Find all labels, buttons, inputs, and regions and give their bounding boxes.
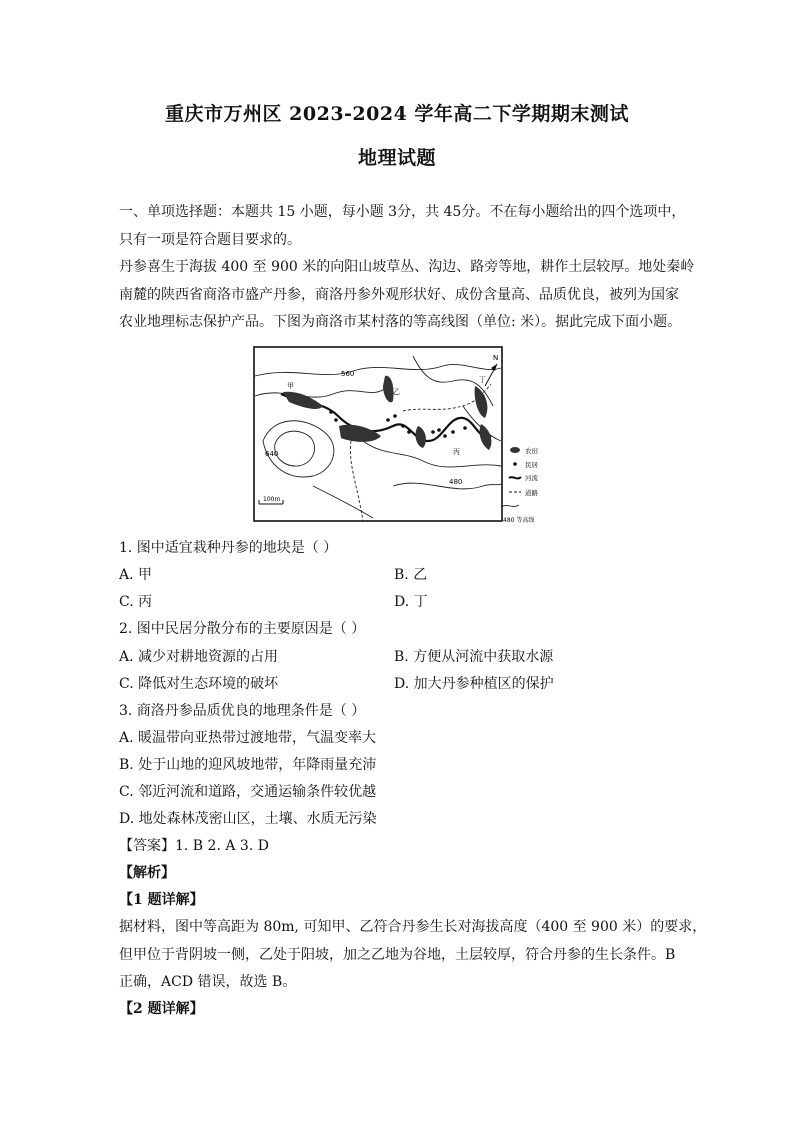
question-2-stem: 2. 图中民居分散分布的主要原因是（ ） <box>119 621 366 637</box>
question-3-option-d: D. 地处森林茂密山区，土壤、水质无污染 <box>119 811 377 827</box>
page-title: 重庆市万州区 2023-2024 学年高二下学期期末测试 <box>165 103 629 125</box>
place-label-yi: 乙 <box>393 388 400 396</box>
question-1-option-d: D. 丁 <box>394 594 428 610</box>
text-line: 但甲位于背阴坡一侧，乙处于阳坡，加之乙地为谷地，土层较厚，符合丹参的生长条件。B <box>119 946 676 963</box>
contour-map <box>253 346 553 526</box>
question-1-option-c: C. 丙 <box>119 594 153 610</box>
map-legend <box>501 446 539 524</box>
contour-label: 640 <box>265 450 279 458</box>
detail-1-text <box>119 914 707 997</box>
section-intro <box>119 199 686 254</box>
text-line: 一、单项选择题：本题共 15 小题，每小题 3分，共 45分。不在每小题给出的四个选项中， <box>119 204 686 220</box>
svg-text:100m: 100m <box>263 496 281 503</box>
question-2-option-b: B. 方便从河流中获取水源 <box>394 649 554 665</box>
question-2-option-a: A. 减少对耕地资源的占用 <box>119 649 279 665</box>
contour-label: 480 <box>449 478 463 486</box>
scale-bar <box>259 496 283 504</box>
text-line: 南麓的陕西省商洛市盛产丹参，商洛丹参外观形状好、成份含量高、品质优良，被列为国家 <box>119 286 679 303</box>
place-label-ding: 丁 <box>479 376 486 384</box>
contour-label: 560 <box>341 370 355 378</box>
svg-text:480 等高线: 480 等高线 <box>503 517 535 524</box>
place-label-bing: 丙 <box>453 448 460 456</box>
analysis-heading: 【解析】 <box>119 865 175 881</box>
question-3-option-b: B. 处于山地的迎风坡地带，年降雨量充沛 <box>119 757 377 773</box>
svg-text:河流: 河流 <box>525 474 538 482</box>
svg-text:道路: 道路 <box>525 489 538 497</box>
page-subtitle: 地理试题 <box>357 147 436 169</box>
passage <box>119 254 695 337</box>
question-3-option-c: C. 邻近河流和道路，交通运输条件较优越 <box>119 784 377 800</box>
question-2-option-d: D. 加大丹参种植区的保护 <box>394 676 554 692</box>
place-label-jia: 甲 <box>287 382 294 390</box>
detail-2-heading: 【2 题详解】 <box>119 1001 204 1017</box>
question-1-option-b: B. 乙 <box>394 567 428 583</box>
question-2-option-c: C. 降低对生态环境的破坏 <box>119 676 279 692</box>
text-line: 据材料，图中等高距为 80m, 可知甲、乙符合丹参生长对海拔高度（400 至 900 米）的要求， <box>119 919 707 935</box>
text-line: 农业地理标志保护产品。下图为商洛市某村落的等高线图（单位: 米）。据此完成下面小题。 <box>119 314 682 330</box>
text-line: 丹参喜生于海拔 400 至 900 米的向阳山坡草丛、沟边、路旁等地，耕作土层较厚。地处秦岭 <box>119 259 695 275</box>
question-1-stem: 1. 图中适宜栽种丹参的地块是（ ） <box>119 540 338 556</box>
question-3-option-a: A. 暖温带向亚热带过渡地带，气温变率大 <box>119 730 377 746</box>
answer-line: 【答案】1. B 2. A 3. D <box>119 838 269 854</box>
question-3-stem: 3. 商洛丹参品质优良的地理条件是（ ） <box>119 703 366 719</box>
text-line: 只有一项是符合题目要求的。 <box>119 231 301 248</box>
svg-text:民居: 民居 <box>525 461 538 469</box>
detail-1-heading: 【1 题详解】 <box>119 892 204 908</box>
svg-text:农田: 农田 <box>525 447 538 455</box>
text-line: 正确，ACD 错误，故选 B。 <box>119 974 297 990</box>
question-1-option-a: A. 甲 <box>119 567 153 583</box>
svg-text:N: N <box>493 354 499 362</box>
